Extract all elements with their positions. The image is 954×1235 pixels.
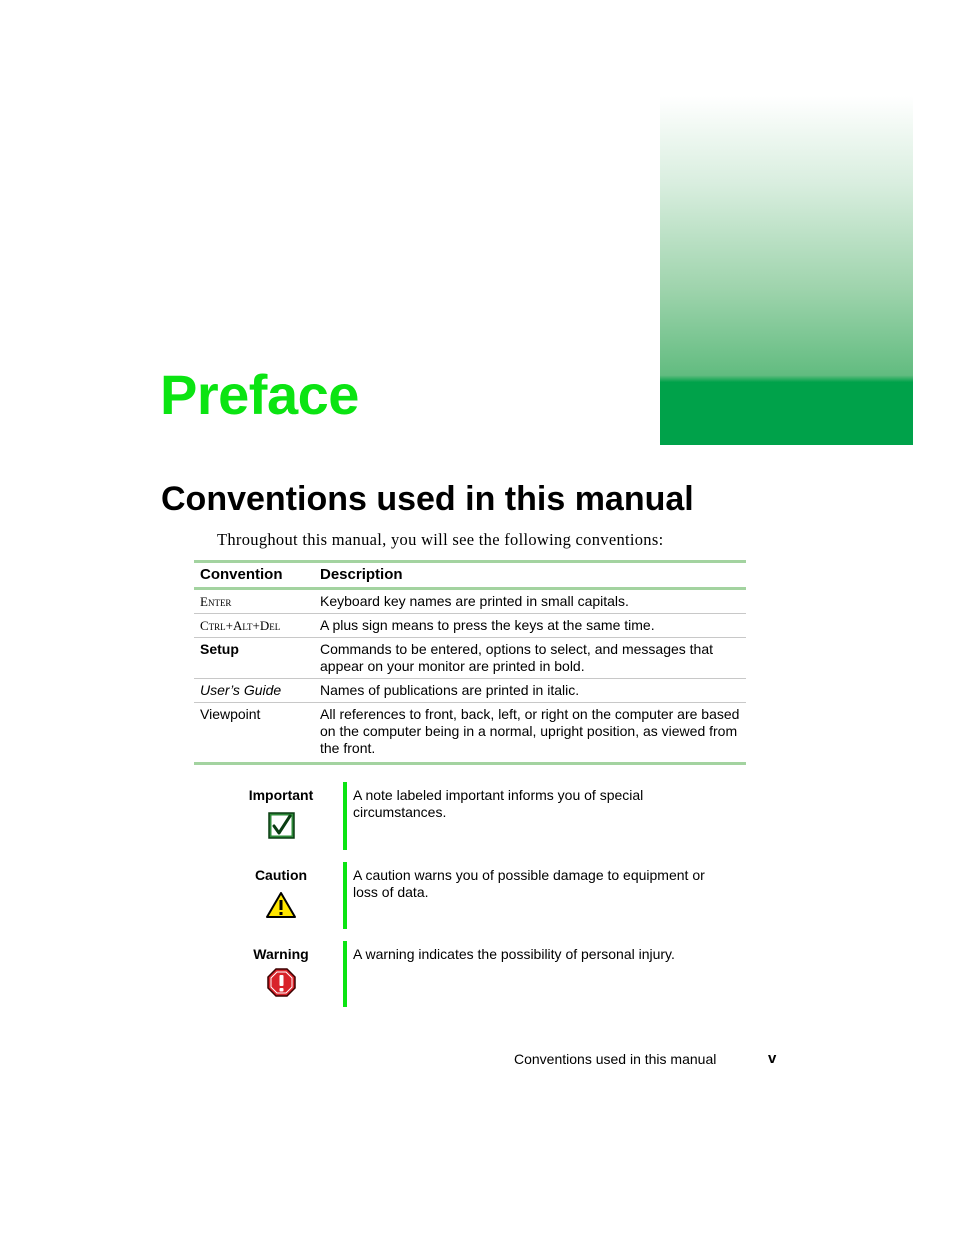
table-row	[194, 679, 746, 703]
convention-cell: User’s Guide	[200, 682, 282, 698]
decorative-green-gradient-block	[660, 96, 913, 445]
warning-accent-bar	[343, 941, 347, 1007]
convention-cell: Enter	[200, 594, 232, 609]
convention-cell: Ctrl+Alt+Del	[200, 618, 281, 633]
caution-label: Caution	[254, 867, 308, 883]
caution-note-text: A caution warns you of possible damage to equipment or loss of data.	[353, 867, 705, 900]
table-row	[194, 589, 746, 614]
footer-section-title: Conventions used in this manual	[514, 1051, 717, 1067]
caution-accent-bar	[343, 862, 347, 929]
conventions-table	[194, 560, 746, 765]
description-cell: All references to front, back, left, or right on the computer are based on the computer being in a normal, upright position, as viewed from the front.	[320, 706, 740, 756]
warning-label: Warning	[253, 946, 309, 962]
important-accent-bar	[343, 782, 347, 850]
chapter-title: Preface	[160, 363, 359, 426]
warning-octagon-icon	[267, 968, 296, 1002]
caution-triangle-icon	[265, 891, 297, 924]
column-header-description: Description	[320, 566, 403, 583]
description-cell: Commands to be entered, options to select, and messages that appear on your monitor are printed in bold.	[320, 641, 714, 674]
warning-note-text: A warning indicates the possibility of personal injury.	[353, 946, 675, 962]
table-row	[194, 614, 746, 638]
intro-paragraph: Throughout this manual, you will see the following conventions:	[217, 530, 664, 549]
checkmark-icon	[268, 812, 295, 844]
page-number: v	[768, 1050, 777, 1067]
description-cell: Names of publications are printed in italic.	[320, 682, 580, 698]
table-row	[194, 703, 746, 764]
important-label: Important	[248, 787, 314, 803]
column-header-convention: Convention	[200, 566, 283, 583]
convention-cell: Setup	[200, 641, 239, 657]
table-header-row	[194, 562, 746, 589]
section-title: Conventions used in this manual	[161, 480, 694, 518]
description-cell: A plus sign means to press the keys at the same time.	[320, 617, 655, 633]
convention-cell: Viewpoint	[200, 706, 261, 722]
description-cell: Keyboard key names are printed in small capitals.	[320, 593, 629, 609]
table-row	[194, 638, 746, 679]
important-note-text: A note labeled important informs you of special circumstances.	[353, 787, 644, 820]
